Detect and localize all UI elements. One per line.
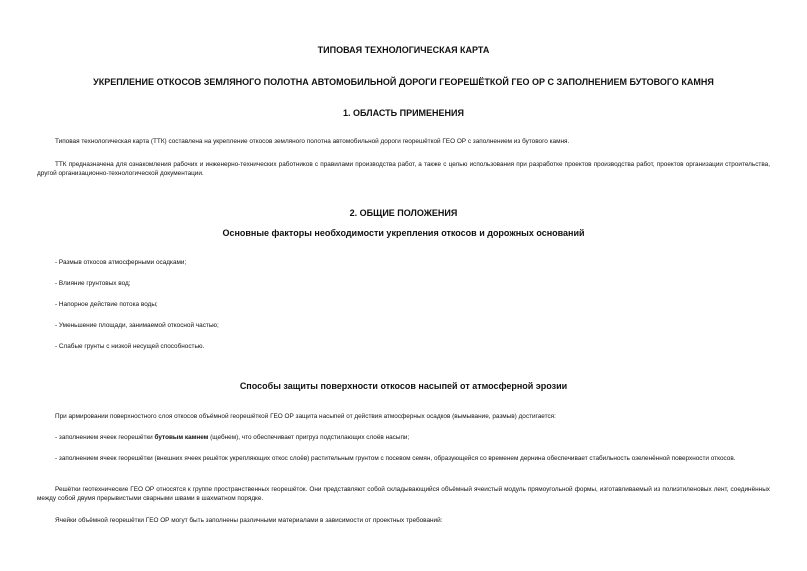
bullet-text: - заполнением ячеек георешётки bbox=[55, 434, 155, 441]
factor-item: - Напорное действие потока воды; bbox=[55, 301, 158, 308]
section2-heading: 2. ОБЩИЕ ПОЛОЖЕНИЯ bbox=[349, 208, 458, 218]
section1-paragraph-2: ТТК предназначена для ознакомления рабочих и инженерно-технических работников с правилами производства работ, а также с целью использования при разработке проектов производства работ, проектов организации строительства, другой организационно-технологической документации. bbox=[37, 161, 770, 177]
bullet-text: (щебнем), что обеспечивает пригруз подстилающих слоёв насыпи; bbox=[208, 434, 410, 441]
bullet-bold-text: бутовым камнем bbox=[154, 434, 209, 441]
factor-item: - Слабые грунты с низкой несущей способностью. bbox=[55, 343, 205, 350]
factor-item: - Уменьшение площади, занимаемой откосной частью; bbox=[55, 322, 219, 329]
protection-bullet-soil: - заполнением ячеек георешётки (внешних ячеек решёток укрепляющих откос слоёв) растительным грунтом с посевом семян, образующейся со временем дернина обеспечивает стабильность озеленённой поверхности откосов. bbox=[55, 455, 736, 462]
cell-filling-paragraph: Ячейки объёмной георешётки ГЕО ОР могут быть заполнены различными материалами в зависимости от проектных требований: bbox=[55, 517, 443, 524]
factor-item: - Влияние грунтовых вод; bbox=[55, 280, 131, 287]
section1-paragraph-1: Типовая технологическая карта (ТТК) составлена на укрепление откосов земляного полотна автомобильной дороги георешёткой ГЕО ОР с заполнением из бутового камня. bbox=[55, 138, 570, 145]
protection-intro-paragraph: При армировании поверхностного слоя откосов объёмной георешёткой ГЕО ОР защита насыпей от действия атмосферных осадков (вымывание, размыв) достигается: bbox=[55, 413, 556, 420]
protection-bullet-stone bbox=[55, 433, 770, 442]
doc-subtitle: УКРЕПЛЕНИЕ ОТКОСОВ ЗЕМЛЯНОГО ПОЛОТНА АВТОМОБИЛЬНОЙ ДОРОГИ ГЕОРЕШЁТКОЙ ГЕО ОР С ЗАПОЛНЕНИЕМ БУТОВОГО КАМНЯ bbox=[93, 77, 714, 87]
doc-title: ТИПОВАЯ ТЕХНОЛОГИЧЕСКАЯ КАРТА bbox=[317, 45, 490, 55]
geogrid-description-paragraph: Решётки геотехнические ГЕО ОР относятся к группе пространственных георешёток. Они представляют собой складывающийся объёмный ячеистый модуль прямоугольной формы, изготавливаемый из полиэтиленовых лент, соединённых между собой двумя прерывистыми сварными швами в шахматном порядке. bbox=[37, 486, 770, 502]
section1-heading: 1. ОБЛАСТЬ ПРИМЕНЕНИЯ bbox=[343, 108, 464, 118]
factor-item: - Размыв откосов атмосферными осадками; bbox=[55, 259, 187, 266]
section2-subheading-factors: Основные факторы необходимости укрепления откосов и дорожных оснований bbox=[222, 228, 585, 238]
section2-subheading-protection: Способы защиты поверхности откосов насыпей от атмосферной эрозии bbox=[239, 381, 568, 391]
